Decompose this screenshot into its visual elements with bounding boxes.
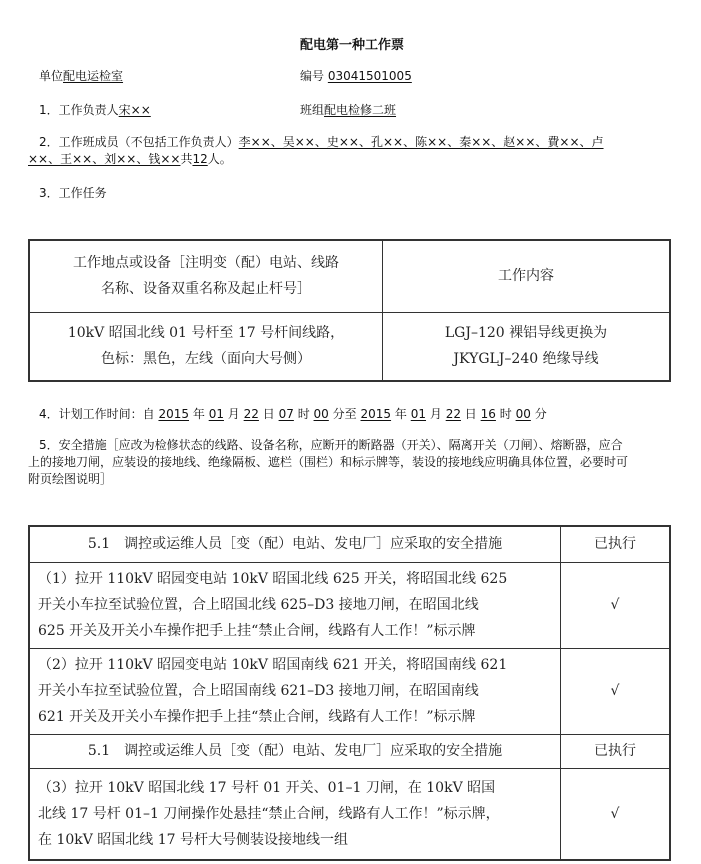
end-hour: 16 — [480, 407, 496, 421]
members-count: 12 — [192, 152, 208, 166]
serial-value: 03041501005 — [327, 69, 412, 83]
unit-month: 月 — [227, 407, 240, 421]
task-location-header: 工作地点或设备［注明变（配）电站、线路 名称、设备双重名称及起止杆号］ — [29, 240, 383, 312]
task-table — [28, 239, 671, 382]
unit-value: 配电运检室 — [63, 69, 124, 83]
measure-row-3: （3）拉开 10kV 昭国北线 17 号杆 01 开关、01–1 刀闸，在 10kV 昭国 北线 17 号杆 01–1 刀闸操作处悬挂“禁止合闸，线路有人工作！”标示牌， 在 10kV 昭国北线 17 号杆大号侧装设接地线一组 — [29, 768, 561, 860]
team-value: 配电检修二班 — [324, 103, 397, 117]
start-minute: 00 — [313, 407, 329, 421]
measures-table — [28, 525, 671, 861]
to-label: 至 — [344, 407, 357, 421]
unit-line — [39, 67, 123, 84]
serial-label: 编号 — [300, 69, 325, 83]
members-names-1: 李××、吴××、史××、孔××、陈××、秦××、赵××、費××、卢 — [238, 135, 604, 149]
leader-value: 宋×× — [118, 103, 151, 117]
measure-2-executed: √ — [561, 648, 671, 734]
unit-minute: 分 — [332, 407, 345, 421]
start-day: 22 — [243, 407, 259, 421]
team-line — [300, 101, 396, 118]
end-minute: 00 — [515, 407, 531, 421]
measure-3-executed: √ — [561, 768, 671, 860]
executed-header: 已执行 — [561, 526, 671, 562]
unit-hour: 时 — [297, 407, 310, 421]
end-month: 01 — [410, 407, 427, 421]
safety-text: 5．安全措施［应改为检修状态的线路、设备名称，应断开的断路器（开关）、隔离开关（刀闸）、熔断器，应合 上的接地刀闸，应装设的接地线、绝缘隔板、遮栏（围栏）和标示牌等，装设的接地线应明确具体位置，必要时可 附页绘图说明］ — [28, 438, 629, 486]
unit-minute-2: 分 — [534, 407, 547, 421]
start-month: 01 — [208, 407, 224, 421]
leader-line — [39, 101, 151, 118]
unit-label: 单位 — [39, 69, 64, 83]
team-label: 班组 — [300, 103, 325, 117]
unit-month-2: 月 — [429, 407, 442, 421]
start-hour: 07 — [278, 407, 294, 421]
members-block — [28, 134, 688, 168]
ticket-title: 配电第一种工作票 — [300, 38, 405, 53]
measure-1-executed: √ — [561, 562, 671, 648]
serial-line — [300, 67, 412, 84]
measure-row-1: （1）拉开 110kV 昭园变电站 10kV 昭国北线 625 开关，将昭国北线 625 开关小车拉至试验位置，合上昭国北线 625–D3 接地刀闸，在昭国北线 625 开关及开关小车操作把手上挂“禁止合闸，线路有人工作！”标示牌 — [29, 562, 561, 648]
unit-year-2: 年 — [394, 407, 407, 421]
unit-hour-2: 时 — [499, 407, 512, 421]
unit-day: 日 — [262, 407, 275, 421]
end-year: 2015 — [360, 407, 392, 421]
measures-header-repeat: 5.1 调控或运维人员［变（配）电站、发电厂］应采取的安全措施 — [29, 734, 561, 768]
unit-year: 年 — [192, 407, 205, 421]
measures-header: 5.1 调控或运维人员［变（配）电站、发电厂］应采取的安全措施 — [29, 526, 561, 562]
task-location-cell: 10kV 昭国北线 01 号杆至 17 号杆间线路， 色标：黑色，左线（面向大号侧） — [29, 312, 383, 381]
task-content-cell: LGJ–120 裸铝导线更换为 JKYGLJ–240 绝缘导线 — [383, 312, 671, 381]
plan-time-label: 4．计划工作时间：自 — [39, 407, 155, 421]
executed-header-repeat: 已执行 — [561, 734, 671, 768]
leader-label: 1．工作负责人 — [39, 103, 119, 117]
task-heading: 3．工作任务 — [39, 186, 107, 200]
end-day: 22 — [445, 407, 461, 421]
task-content-header: 工作内容 — [383, 240, 671, 312]
measure-row-2: （2）拉开 110kV 昭园变电站 10kV 昭国南线 621 开关，将昭国南线 621 开关小车拉至试验位置，合上昭国南线 621–D3 接地刀闸，在昭国南线 621 开关及开关小车操作把手上挂“禁止合闸，线路有人工作！”标示牌 — [29, 648, 561, 734]
unit-day-2: 日 — [464, 407, 477, 421]
members-total-prefix: 共 — [180, 152, 193, 166]
start-year: 2015 — [158, 407, 190, 421]
members-total-suffix: 人。 — [207, 152, 232, 166]
members-label: 2．工作班成员（不包括工作负责人） — [39, 135, 239, 149]
members-names-2: ××、王××、刘××、钱×× — [28, 152, 181, 166]
plan-time-line — [39, 405, 547, 422]
